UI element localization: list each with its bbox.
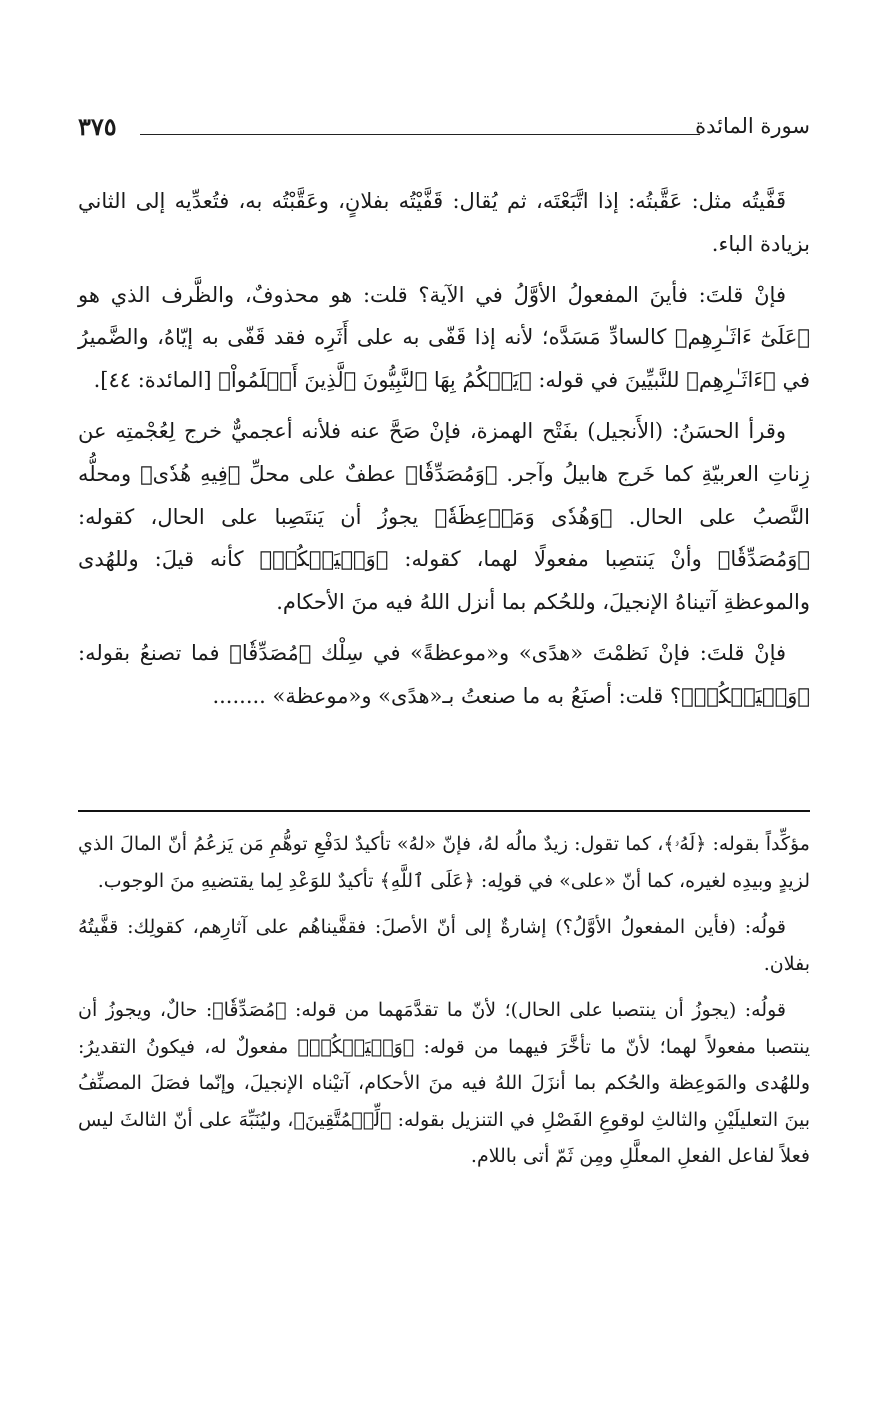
- footnotes: [78, 826, 810, 1185]
- footnote-paragraph: قولُه: (يجوزُ أن ينتصبا على الحال)؛ لأنّ ما تقدَّمَهما من قوله: ﴿مُصَدِّقٗا﴾: حالٌ، ويجوزُ أن ينتصبا مفعولاً لهما؛ لأنّ ما تأخَّرَ فيهما من قوله: ﴿وَلۡيَحۡكُمۡ﴾ مفعولٌ له، فيكونُ التقديرُ: وللهُدى والمَوعِظة والحُكم بما أنزَلَ اللهُ فيه منَ الأحكام، آتيْناه الإنجيلَ، وإنّما فصَلَ المصنِّفُ بينَ التعليلَيْنِ والثالثِ لوقوعِ الفَصْلِ في التنزيل بقوله: ﴿لِّلۡمُتَّقِينَ﴾، وليُنَبِّهَ على أنّ الثالثَ ليس فعلاً لفاعل الفعلِ المعلَّلِ ومِن ثَمّ أتى باللام.: [78, 999, 810, 1167]
- main-paragraph: فإنْ قلتَ: فأينَ المفعولُ الأوَّلُ في الآية؟ قلت: هو محذوفٌ، والظَّرف الذي هو ﴿عَلَىٰٓ ءَاثَـٰرِهِم﴾ كالسادِّ مَسَدَّه؛ لأنه إذا قَفّى به على أَثَرِه فقد قَفّى به إيّاهُ، والضَّميرُ في ﴿ءَاثَـٰرِهِم﴾ للنَّبيِّينَ في قوله: ﴿يَحۡكُمُ بِهَا ٱلنَّبِيُّونَ ٱلَّذِينَ أَسۡلَمُواْ﴾ [المائدة: ٤٤].: [78, 282, 810, 393]
- page-header: [78, 112, 810, 152]
- page-number: ٣٧٥: [78, 112, 117, 141]
- main-text: [78, 180, 810, 726]
- main-paragraph: قَفَّيتُه مثل: عَقَّبتُه: إذا اتَّبَعْتَه، ثم يُقال: قَفَّيْتُه بفلانٍ، وعَقَّبْتُه به، فتُعدِّيه إلى الثاني بزيادة الباء.: [78, 189, 810, 256]
- main-paragraph: وقرأ الحسَنُ: (الأَنجيل) بفَتْح الهمزة، فإنْ صَحَّ عنه فلأنه أعجميٌّ خرج لِعُجْمتِه عن زِناتِ العربيّةِ كما خَرج هابيلُ وآجر. ﴿وَمُصَدِّقٗا﴾ عطفٌ على محلِّ ﴿فِيهِ هُدٗى﴾ ومحلُّه النَّصبُ على الحال. ﴿وَهُدٗى وَمَوۡعِظَةٗ﴾ يجوزُ أن يَنتَصِبا على الحال، كقوله: ﴿وَمُصَدِّقٗا﴾ وأنْ يَنتصِبا مفعولًا لهما، كقوله: ﴿وَلۡيَحۡكُمۡ﴾ كأنه قيلَ: وللهُدى والموعظةِ آتيناهُ الإنجيلَ، وللحُكم بما أنزل اللهُ فيه منَ الأحكام.: [78, 418, 810, 615]
- header-rule: [140, 134, 700, 135]
- main-paragraph: فإنْ قلتَ: فإنْ نَظمْتَ «هدًى» و«موعظةً» في سِلْك ﴿مُصَدِّقٗا﴾ فما تصنعُ بقوله: ﴿وَلۡيَحۡكُمۡ﴾؟ قلت: أصنَعُ به ما صنعتُ بـ«هدًى» و«موعظة» ........: [78, 640, 810, 708]
- surah-title: سورة المائدة: [695, 114, 810, 138]
- footnote-paragraph: قولُه: (فأين المفعولُ الأوَّلُ؟) إشارةٌ إلى أنّ الأصلَ: فقفَّيناهُم على آثارِهم، كقولِك: قفَّيتُهُ بفلان.: [78, 916, 810, 975]
- footnote-paragraph: مؤكِّداً بقوله: ﴿لَهُۥ﴾، كما تقول: زيدٌ مالُه لهُ، فإنّ «لهُ» تأكيدٌ لدَفْعِ توهُّمِ مَن يَزعُمُ أنّ المالَ الذي لزيدٍ وبيدِه لغيره، كما أنّ «على» في قولِه: ﴿عَلَى ٱللَّهِ﴾ تأكيدٌ للوَعْدِ لِما يقتضيهِ منَ الوجوب.: [78, 833, 810, 892]
- footnote-divider: [78, 810, 810, 812]
